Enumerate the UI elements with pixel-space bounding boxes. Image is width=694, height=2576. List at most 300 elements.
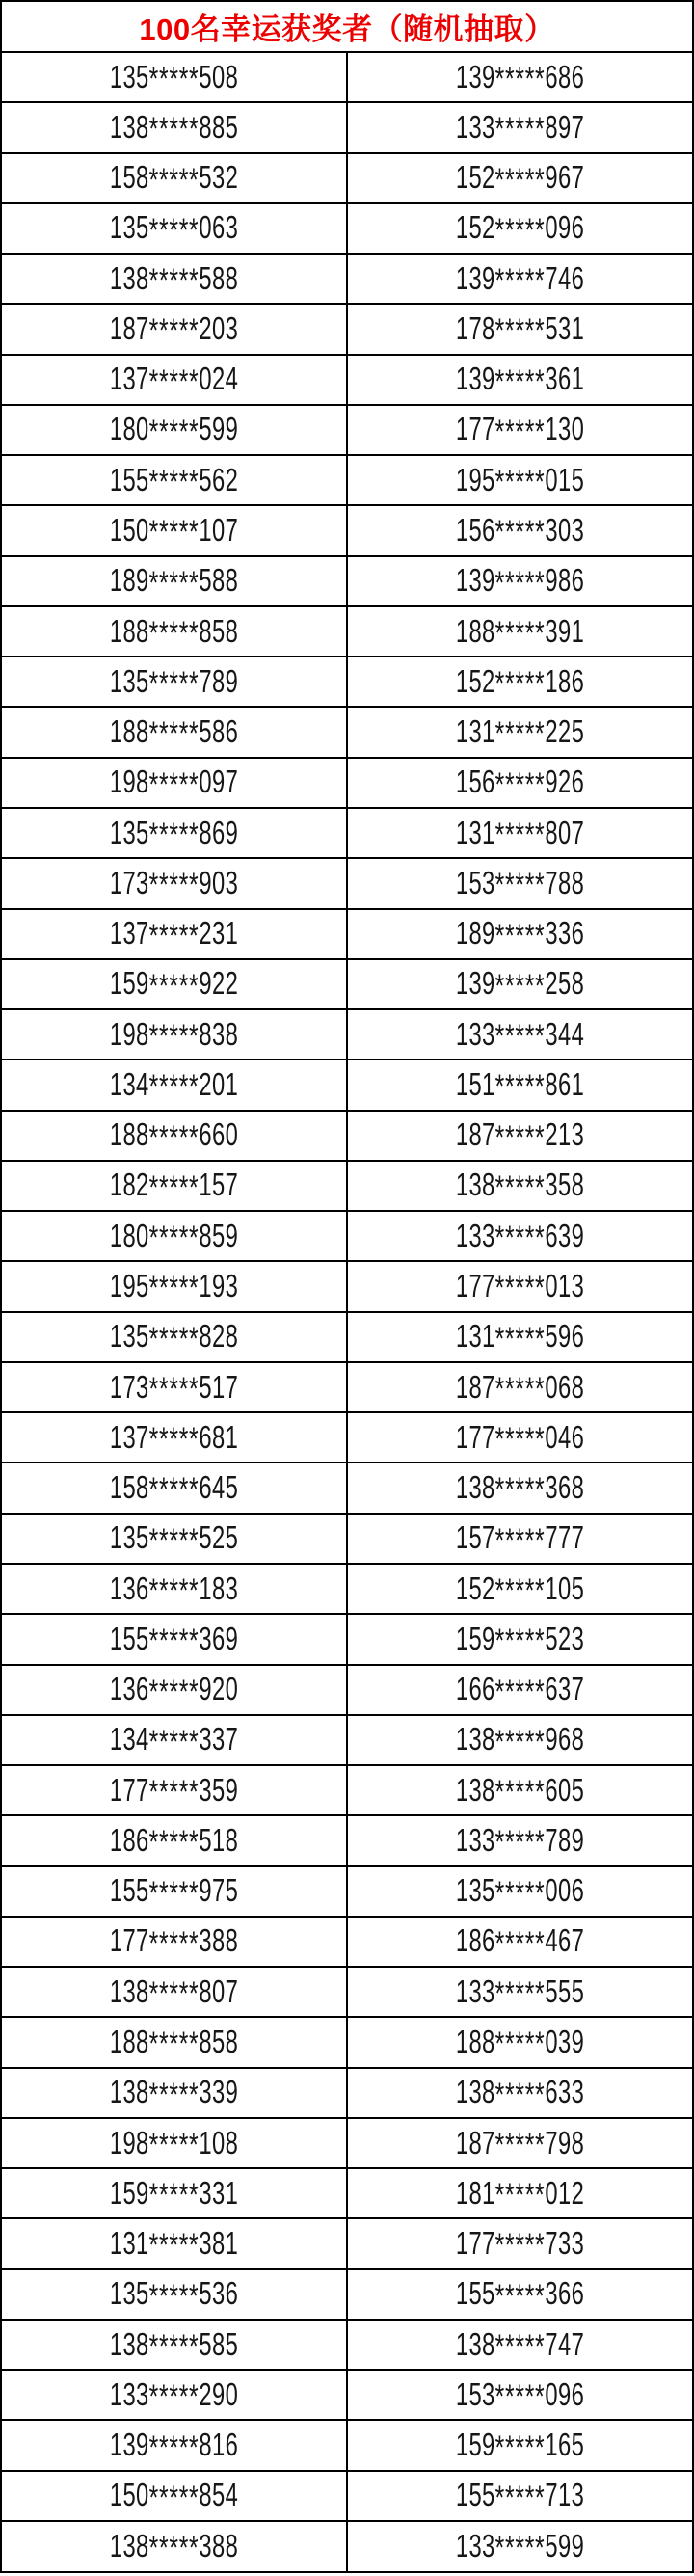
masked-digits: *****: [494, 614, 546, 652]
masked-digits: *****: [148, 2378, 200, 2416]
phone-number-text: 134*****337: [109, 1721, 239, 1760]
table-row: [1, 304, 693, 354]
winner-phone-right: [347, 1060, 693, 1110]
masked-digits: *****: [148, 2177, 200, 2214]
table-row: [1, 858, 693, 908]
phone-number-text: 133*****555: [455, 1972, 585, 2013]
phone-number-text: 131*****225: [455, 713, 585, 753]
phone-number-text: 159*****165: [455, 2427, 585, 2466]
phone-number-text: 152*****105: [455, 1570, 585, 1609]
phone-number-text: 138*****807: [109, 1972, 239, 2013]
winner-phone-left: [1, 1412, 347, 1462]
winner-phone-right: [347, 1765, 693, 1815]
winner-phone-left: [1, 2420, 347, 2470]
winner-phone-right: [347, 1362, 693, 1412]
table-row: [1, 1412, 693, 1462]
phone-number-text: 136*****920: [109, 1671, 239, 1710]
phone-number-text: 173*****517: [109, 1368, 239, 1408]
masked-digits: *****: [494, 413, 546, 450]
masked-digits: *****: [494, 1168, 546, 1206]
winner-phone-right: [347, 1614, 693, 1664]
table-row: [1, 455, 693, 505]
masked-digits: *****: [148, 1723, 200, 1760]
phone-number-text: 155*****366: [455, 2275, 585, 2315]
phone-number-text: 138*****585: [109, 2325, 239, 2365]
masked-digits: *****: [148, 262, 200, 300]
phone-number-text: 187*****203: [109, 309, 239, 350]
winner-phone-right: [347, 1211, 693, 1261]
phone-number-text: 153*****788: [455, 864, 585, 904]
masked-digits: *****: [494, 715, 546, 753]
phone-number-text: 137*****024: [109, 361, 239, 400]
winner-phone-left: [1, 1514, 347, 1564]
winner-phone-left: [1, 1462, 347, 1513]
phone-number-text: 158*****532: [109, 159, 239, 199]
masked-digits: *****: [148, 2126, 200, 2163]
table-row: [1, 1564, 693, 1614]
winner-phone-left: [1, 1060, 347, 1110]
masked-digits: *****: [494, 2479, 546, 2516]
masked-digits: *****: [148, 967, 200, 1005]
table-row: [1, 2168, 693, 2218]
winner-phone-right: [347, 2269, 693, 2320]
phone-number-text: 195*****193: [109, 1268, 239, 1307]
table-row: [1, 657, 693, 707]
winner-phone-right: [347, 1312, 693, 1362]
masked-digits: *****: [148, 1168, 200, 1206]
masked-digits: *****: [494, 1320, 546, 1357]
phone-number-text: 177*****130: [455, 411, 585, 450]
winner-phone-left: [1, 1312, 347, 1362]
masked-digits: *****: [494, 2126, 546, 2163]
winner-phone-right: [347, 1261, 693, 1311]
winner-phone-right: [347, 1917, 693, 1967]
winner-phone-right: [347, 102, 693, 152]
phone-number-text: 177*****013: [455, 1268, 585, 1307]
phone-number-text: 139*****986: [455, 562, 585, 602]
winner-phone-right: [347, 858, 693, 908]
masked-digits: *****: [494, 111, 546, 148]
masked-digits: *****: [148, 1673, 200, 1710]
phone-number-text: 188*****858: [109, 2023, 239, 2063]
winner-phone-left: [1, 1111, 347, 1161]
winner-phone-left: [1, 203, 347, 254]
winner-phone-left: [1, 455, 347, 505]
masked-digits: *****: [148, 1118, 200, 1156]
winner-phone-right: [347, 808, 693, 858]
phone-number-text: 187*****798: [455, 2124, 585, 2163]
winner-phone-left: [1, 1815, 347, 1865]
phone-number-text: 139*****361: [455, 361, 585, 400]
phone-number-text: 138*****368: [455, 1469, 585, 1509]
table-row: [1, 2521, 693, 2572]
winner-phone-left: [1, 1665, 347, 1715]
phone-number-text: 138*****885: [109, 108, 239, 148]
table-row: [1, 808, 693, 858]
masked-digits: *****: [494, 1571, 546, 1609]
phone-number-text: 137*****681: [109, 1418, 239, 1459]
phone-number-text: 135*****508: [109, 58, 239, 98]
masked-digits: *****: [494, 2277, 546, 2315]
masked-digits: *****: [494, 1924, 546, 1962]
phone-number-text: 198*****097: [109, 764, 239, 803]
masked-digits: *****: [494, 867, 546, 904]
masked-digits: *****: [148, 1421, 200, 1459]
masked-digits: *****: [494, 1068, 546, 1106]
phone-number-text: 186*****518: [109, 1821, 239, 1862]
winner-phone-right: [347, 657, 693, 707]
page-title: 100名幸运获奖者（随机抽取）: [1, 1, 693, 52]
masked-digits: *****: [148, 1874, 200, 1912]
phone-number-text: 155*****562: [109, 461, 239, 501]
masked-digits: *****: [148, 715, 200, 753]
masked-digits: *****: [148, 917, 200, 954]
masked-digits: *****: [148, 1975, 200, 2013]
winner-phone-left: [1, 1917, 347, 1967]
table-row: [1, 52, 693, 102]
masked-digits: *****: [494, 1521, 546, 1559]
masked-digits: *****: [494, 2327, 546, 2365]
table-row: [1, 1009, 693, 1060]
phone-number-text: 159*****922: [109, 965, 239, 1005]
winner-phone-left: [1, 2320, 347, 2370]
winner-phone-left: [1, 2269, 347, 2320]
masked-digits: *****: [148, 111, 200, 148]
winner-phone-left: [1, 1009, 347, 1060]
winner-phone-right: [347, 505, 693, 555]
table-row: [1, 254, 693, 304]
phone-number-text: 187*****068: [455, 1368, 585, 1408]
winner-phone-right: [347, 2370, 693, 2420]
masked-digits: *****: [148, 665, 200, 703]
winner-phone-right: [347, 455, 693, 505]
table-row: [1, 1665, 693, 1715]
masked-digits: *****: [494, 1370, 546, 1408]
masked-digits: *****: [148, 1370, 200, 1408]
phone-number-text: 182*****157: [109, 1167, 239, 1206]
phone-number-text: 155*****369: [109, 1620, 239, 1660]
phone-number-text: 159*****331: [109, 2174, 239, 2214]
table-row: [1, 1866, 693, 1917]
masked-digits: *****: [494, 2530, 546, 2567]
masked-digits: *****: [148, 1571, 200, 1609]
table-row: [1, 1967, 693, 2017]
masked-digits: *****: [148, 362, 200, 400]
phone-number-text: 156*****303: [455, 512, 585, 551]
winner-phone-left: [1, 2471, 347, 2521]
phone-number-text: 135*****869: [109, 814, 239, 853]
masked-digits: *****: [148, 2227, 200, 2265]
table-row: [1, 2320, 693, 2370]
table-row: [1, 2068, 693, 2118]
winner-phone-right: [347, 1111, 693, 1161]
winner-phone-left: [1, 858, 347, 908]
phone-number-text: 189*****336: [455, 915, 585, 954]
table-row: [1, 1111, 693, 1161]
winner-phone-left: [1, 959, 347, 1009]
phone-number-text: 133*****789: [455, 1821, 585, 1862]
winner-phone-right: [347, 707, 693, 757]
phone-number-text: 152*****096: [455, 209, 585, 249]
table-row: [1, 1917, 693, 1967]
winner-phone-left: [1, 2521, 347, 2572]
winner-phone-right: [347, 254, 693, 304]
masked-digits: *****: [494, 1774, 546, 1811]
winner-phone-left: [1, 606, 347, 657]
winner-phone-left: [1, 1765, 347, 1815]
winner-phone-left: [1, 355, 347, 405]
winner-phone-left: [1, 2168, 347, 2218]
phone-number-text: 135*****006: [455, 1872, 585, 1912]
winner-phone-right: [347, 1514, 693, 1564]
winner-phone-right: [347, 2068, 693, 2118]
winner-phone-left: [1, 1715, 347, 1765]
winner-phone-right: [347, 1815, 693, 1865]
masked-digits: *****: [494, 817, 546, 853]
table-row: [1, 1362, 693, 1412]
phone-number-text: 150*****854: [109, 2477, 239, 2516]
masked-digits: *****: [494, 564, 546, 602]
winner-phone-left: [1, 758, 347, 808]
table-row: [1, 405, 693, 455]
table-row: [1, 2370, 693, 2420]
masked-digits: *****: [148, 312, 200, 350]
masked-digits: *****: [494, 665, 546, 703]
winner-phone-right: [347, 959, 693, 1009]
masked-digits: *****: [494, 1471, 546, 1509]
masked-digits: *****: [148, 2327, 200, 2365]
table-row: [1, 355, 693, 405]
phone-number-text: 137*****231: [109, 915, 239, 954]
winner-phone-right: [347, 2420, 693, 2470]
winner-phone-right: [347, 2017, 693, 2067]
table-row: [1, 1715, 693, 1765]
phone-number-text: 187*****213: [455, 1116, 585, 1156]
phone-number-text: 159*****523: [455, 1620, 585, 1660]
phone-number-text: 138*****588: [109, 259, 239, 300]
phone-number-text: 181*****012: [455, 2174, 585, 2214]
masked-digits: *****: [494, 514, 546, 551]
phone-number-text: 138*****747: [455, 2325, 585, 2365]
masked-digits: *****: [494, 1018, 546, 1056]
masked-digits: *****: [494, 2378, 546, 2416]
winner-phone-left: [1, 707, 347, 757]
table-row: [1, 1514, 693, 1564]
winner-phone-left: [1, 1866, 347, 1917]
masked-digits: *****: [148, 2428, 200, 2466]
winner-phone-right: [347, 2521, 693, 2572]
phone-number-text: 139*****258: [455, 965, 585, 1005]
masked-digits: *****: [494, 2428, 546, 2466]
phone-number-text: 188*****858: [109, 612, 239, 652]
winner-phone-left: [1, 909, 347, 959]
table-row: [1, 2420, 693, 2470]
phone-number-text: 188*****391: [455, 612, 585, 652]
table-row: [1, 1614, 693, 1664]
phone-number-text: 158*****645: [109, 1469, 239, 1509]
phone-number-text: 135*****828: [109, 1318, 239, 1357]
winner-phone-right: [347, 2118, 693, 2168]
winner-phone-right: [347, 2168, 693, 2218]
masked-digits: *****: [148, 161, 200, 199]
table-row: [1, 1161, 693, 1211]
phone-number-text: 131*****807: [455, 814, 585, 853]
phone-number-text: 152*****967: [455, 159, 585, 199]
phone-number-text: 188*****039: [455, 2023, 585, 2063]
winner-phone-right: [347, 52, 693, 102]
phone-number-text: 195*****015: [455, 461, 585, 501]
masked-digits: *****: [494, 1421, 546, 1459]
table-row: [1, 1060, 693, 1110]
winner-phone-left: [1, 808, 347, 858]
table-row: [1, 909, 693, 959]
winner-phone-right: [347, 2218, 693, 2268]
phone-number-text: 135*****063: [109, 209, 239, 249]
phone-number-text: 133*****290: [109, 2375, 239, 2416]
phone-number-text: 138*****633: [455, 2074, 585, 2113]
phone-number-text: 177*****733: [455, 2225, 585, 2265]
masked-digits: *****: [494, 1270, 546, 1307]
winner-phone-left: [1, 1161, 347, 1211]
winner-phone-left: [1, 2017, 347, 2067]
phone-number-text: 198*****838: [109, 1015, 239, 1056]
masked-digits: *****: [494, 917, 546, 954]
winner-phone-left: [1, 1211, 347, 1261]
phone-number-text: 157*****777: [455, 1519, 585, 1559]
phone-number-text: 178*****531: [455, 309, 585, 350]
masked-digits: *****: [148, 765, 200, 803]
winner-phone-right: [347, 1715, 693, 1765]
masked-digits: *****: [148, 1774, 200, 1811]
phone-number-text: 188*****660: [109, 1116, 239, 1156]
masked-digits: *****: [494, 967, 546, 1005]
winner-phone-left: [1, 102, 347, 152]
table-row: [1, 153, 693, 203]
masked-digits: *****: [494, 2026, 546, 2063]
phone-number-text: 186*****467: [455, 1922, 585, 1962]
phone-number-text: 180*****599: [109, 411, 239, 450]
masked-digits: *****: [148, 564, 200, 602]
table-row: [1, 2017, 693, 2067]
masked-digits: *****: [494, 1874, 546, 1912]
masked-digits: *****: [494, 1723, 546, 1760]
masked-digits: *****: [494, 1824, 546, 1862]
winner-phone-right: [347, 1665, 693, 1715]
masked-digits: *****: [148, 1471, 200, 1509]
masked-digits: *****: [494, 1623, 546, 1660]
phone-number-text: 135*****525: [109, 1519, 239, 1559]
phone-number-text: 133*****639: [455, 1217, 585, 1257]
winner-phone-right: [347, 153, 693, 203]
table-row: [1, 1312, 693, 1362]
winner-phone-left: [1, 2068, 347, 2118]
table-row: [1, 2218, 693, 2268]
winner-phone-left: [1, 2118, 347, 2168]
masked-digits: *****: [148, 464, 200, 501]
masked-digits: *****: [494, 1220, 546, 1257]
winner-phone-right: [347, 1462, 693, 1513]
winner-phone-right: [347, 1412, 693, 1462]
masked-digits: *****: [148, 1220, 200, 1257]
phone-number-text: 133*****344: [455, 1015, 585, 1056]
masked-digits: *****: [494, 161, 546, 199]
table-row: [1, 959, 693, 1009]
masked-digits: *****: [494, 1673, 546, 1710]
table-row: [1, 707, 693, 757]
winner-phone-right: [347, 304, 693, 354]
winner-phone-right: [347, 1866, 693, 1917]
masked-digits: *****: [148, 1623, 200, 1660]
winner-phone-right: [347, 556, 693, 606]
masked-digits: *****: [148, 614, 200, 652]
masked-digits: *****: [148, 1320, 200, 1357]
phone-number-text: 139*****746: [455, 259, 585, 300]
table-row: [1, 203, 693, 254]
table-row: [1, 758, 693, 808]
phone-number-text: 131*****596: [455, 1318, 585, 1357]
winner-phone-right: [347, 606, 693, 657]
phone-number-text: 135*****789: [109, 662, 239, 703]
winner-phone-right: [347, 1564, 693, 1614]
phone-number-text: 156*****926: [455, 764, 585, 803]
masked-digits: *****: [148, 2530, 200, 2567]
phone-number-text: 131*****381: [109, 2225, 239, 2265]
winner-phone-left: [1, 1614, 347, 1664]
winner-phone-left: [1, 1564, 347, 1614]
masked-digits: *****: [494, 464, 546, 501]
winner-phone-left: [1, 405, 347, 455]
masked-digits: *****: [494, 2076, 546, 2113]
table-row: [1, 1211, 693, 1261]
phone-number-text: 136*****183: [109, 1570, 239, 1609]
phone-number-text: 166*****637: [455, 1671, 585, 1710]
masked-digits: *****: [494, 2227, 546, 2265]
phone-number-text: 138*****605: [455, 1771, 585, 1811]
winner-phone-left: [1, 657, 347, 707]
winner-phone-right: [347, 2320, 693, 2370]
table-row: [1, 1462, 693, 1513]
phone-number-text: 180*****859: [109, 1217, 239, 1257]
phone-number-text: 177*****359: [109, 1771, 239, 1811]
winner-phone-left: [1, 52, 347, 102]
winner-phone-left: [1, 556, 347, 606]
phone-number-text: 152*****186: [455, 662, 585, 703]
table-row: [1, 2471, 693, 2521]
winner-phone-right: [347, 1967, 693, 2017]
winner-phone-left: [1, 304, 347, 354]
masked-digits: *****: [148, 413, 200, 450]
masked-digits: *****: [148, 2026, 200, 2063]
masked-digits: *****: [148, 514, 200, 551]
table-row: [1, 2269, 693, 2320]
table-row: [1, 1765, 693, 1815]
masked-digits: *****: [148, 1521, 200, 1559]
masked-digits: *****: [494, 2177, 546, 2214]
winner-phone-left: [1, 153, 347, 203]
phone-number-text: 153*****096: [455, 2375, 585, 2416]
phone-number-text: 173*****903: [109, 864, 239, 904]
winner-phone-right: [347, 203, 693, 254]
masked-digits: *****: [148, 2479, 200, 2516]
phone-number-text: 138*****339: [109, 2074, 239, 2113]
phone-number-text: 135*****536: [109, 2275, 239, 2315]
winner-phone-left: [1, 1261, 347, 1311]
phone-number-text: 177*****046: [455, 1418, 585, 1459]
masked-digits: *****: [494, 312, 546, 350]
phone-number-text: 133*****897: [455, 108, 585, 148]
phone-number-text: 189*****588: [109, 562, 239, 602]
masked-digits: *****: [148, 1068, 200, 1106]
